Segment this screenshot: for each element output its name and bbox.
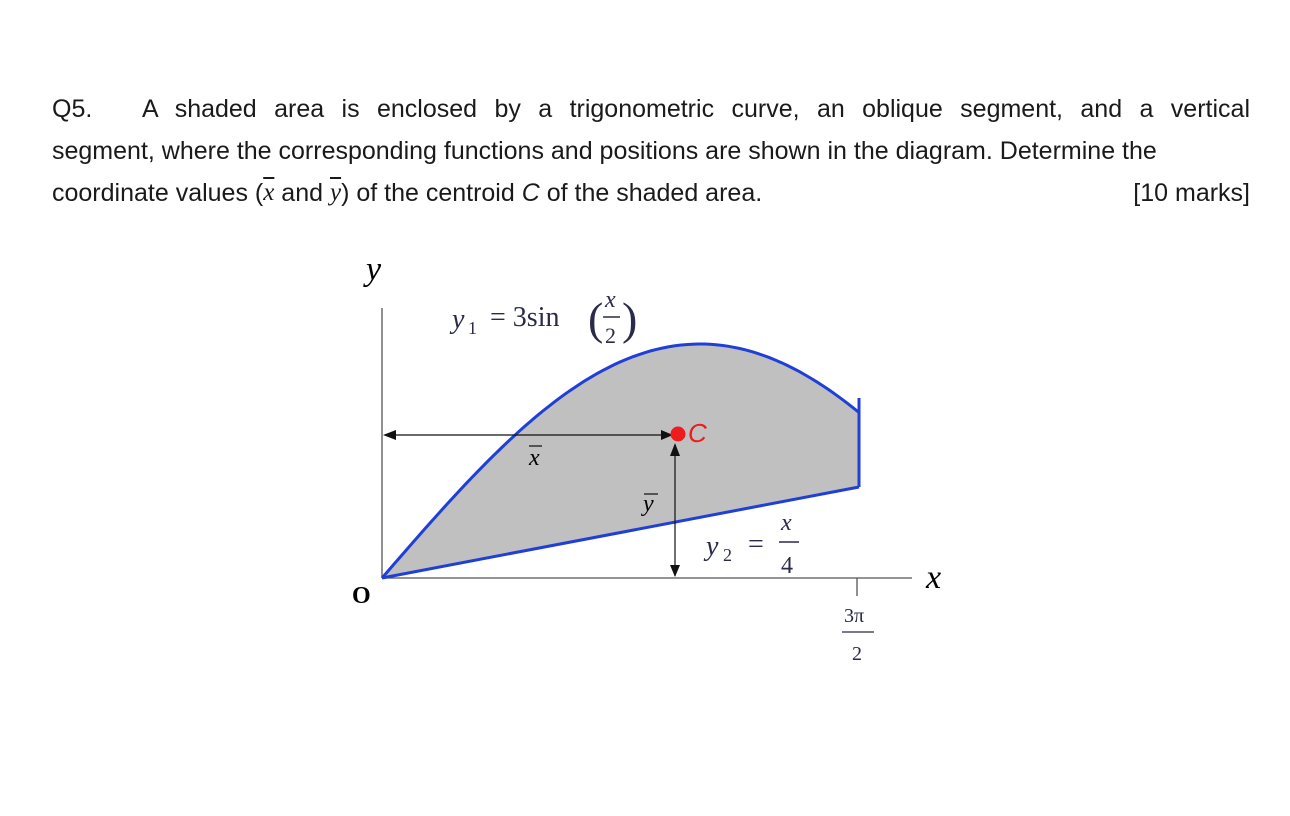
xbar-label: x (529, 445, 540, 471)
curve2-den: 4 (781, 553, 793, 579)
marks-label: [10 marks] (1133, 179, 1250, 207)
curve1-lhs: y (452, 304, 465, 335)
x-axis-label: x (926, 559, 942, 596)
question-line-3-b: and (274, 179, 330, 207)
curve1-eq: = 3sin (490, 302, 560, 333)
xbar-symbol: $\overline{x}$ (263, 179, 275, 206)
y-axis-label: y (366, 251, 382, 288)
question-line-2-text: segment, where the corresponding functions and positions are shown in the diagram. Determine the (52, 137, 1157, 165)
curve1-den: 2 (605, 323, 616, 348)
question-line-3-d: of the shaded area. (539, 179, 763, 207)
curve2-num: x (781, 510, 792, 536)
tick-num: 3π (844, 605, 865, 627)
centroid-point (671, 427, 686, 442)
ybar-label: y (643, 491, 654, 517)
ybar-symbol: $\overline{y}$ (329, 179, 342, 206)
curve2-equation (703, 510, 799, 579)
question-number: Q5. (52, 95, 93, 123)
shaded-area (382, 344, 859, 578)
tick-den: 2 (852, 643, 862, 665)
curve1-equation (449, 287, 637, 348)
centroid-label: C (688, 418, 707, 448)
paren-close: ) (622, 293, 638, 344)
origin-label: O (352, 583, 371, 609)
curve2-eq: = (748, 529, 764, 560)
tick-label-3pi-2 (842, 605, 874, 665)
question-line-3-c: ) of the centroid (341, 179, 522, 207)
centroid-symbol: C (521, 179, 540, 207)
curve2-sub: 2 (723, 545, 732, 565)
paren-open: ( (588, 293, 604, 344)
question-line-1-text: A shaded area is enclosed by a trigonometric curve, an oblique segment, and a vertical (142, 95, 1250, 123)
question-line-3-a: coordinate values ( (52, 179, 264, 207)
curve1-sub: 1 (468, 318, 477, 338)
xbar-arrow-tail (383, 430, 396, 440)
curve1-num: x (605, 287, 616, 313)
curve2-lhs: y (706, 531, 719, 562)
